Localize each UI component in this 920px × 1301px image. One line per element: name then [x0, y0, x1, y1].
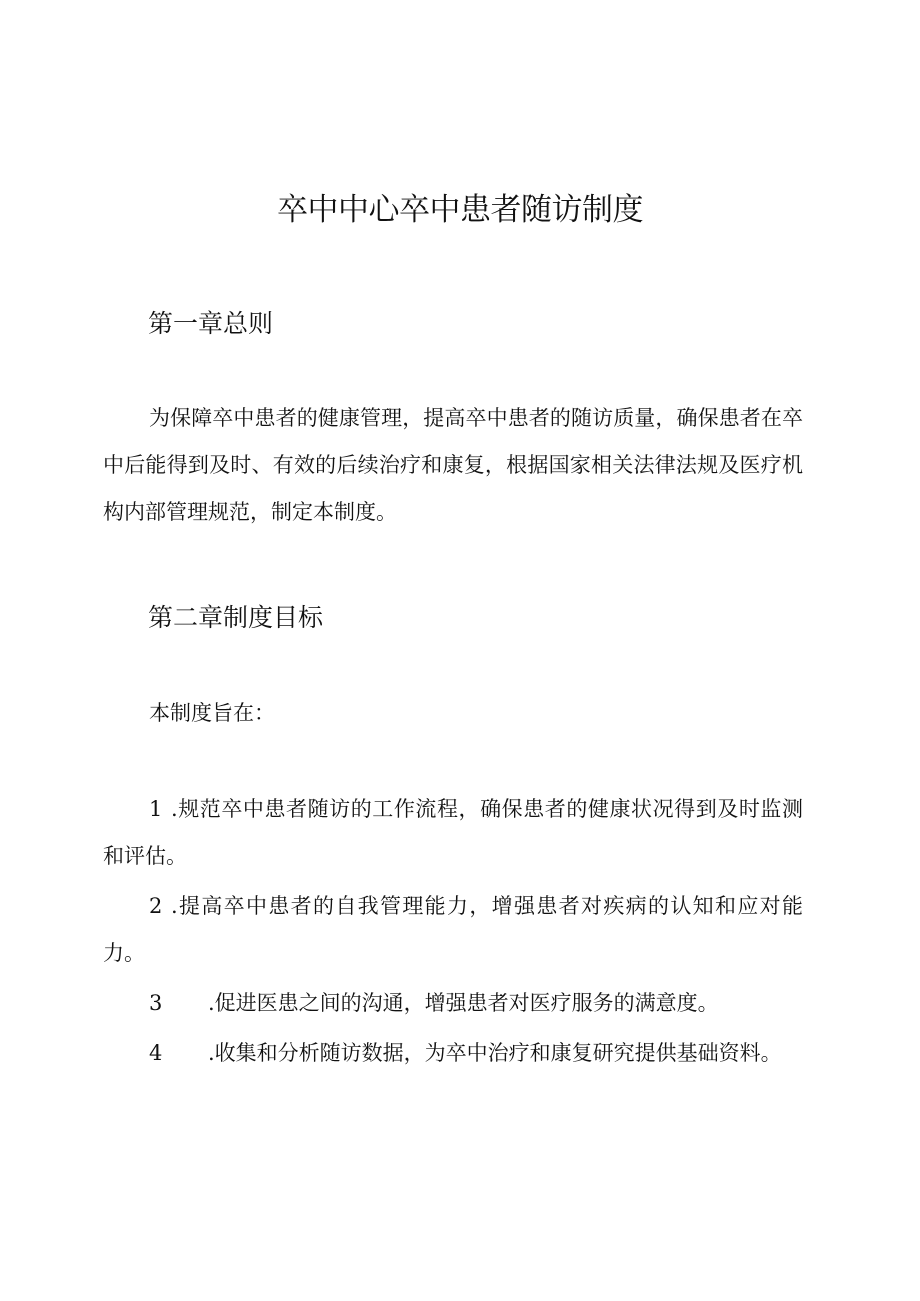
chapter-2-intro: 本制度旨在： [149, 701, 275, 725]
chapter-2-heading: 第二章制度目标 [148, 603, 324, 632]
list-item [103, 883, 803, 977]
list-item-number: 3 [149, 991, 163, 1015]
list-item-number: 2 [149, 894, 163, 918]
document-title: 卒中中心卒中患者随访制度 [277, 192, 643, 228]
list-item [103, 1030, 803, 1077]
list-item-number: 1 [149, 797, 163, 821]
list-item-number: 4 [149, 1041, 163, 1065]
list-item-text: .规范卒中患者随访的工作流程，确保患者的健康状况得到及时监测和评估。 [103, 797, 803, 868]
list-item-text: .提高卒中患者的自我管理能力，增强患者对疾病的认知和应对能力。 [103, 894, 803, 965]
list-item-text: .收集和分析随访数据，为卒中治疗和康复研究提供基础资料。 [208, 1041, 782, 1065]
list-item [103, 786, 803, 880]
list-item [103, 980, 803, 1027]
chapter-1-heading: 第一章总则 [148, 309, 274, 338]
list-item-text: .促进医患之间的沟通，增强患者对医疗服务的满意度。 [208, 991, 719, 1015]
chapter-1-paragraph: 为保障卒中患者的健康管理，提高卒中患者的随访质量，确保患者在卒中后能得到及时、有效的后续治疗和康复，根据国家相关法律法规及医疗机构内部管理规范，制定本制度。 [103, 406, 803, 524]
